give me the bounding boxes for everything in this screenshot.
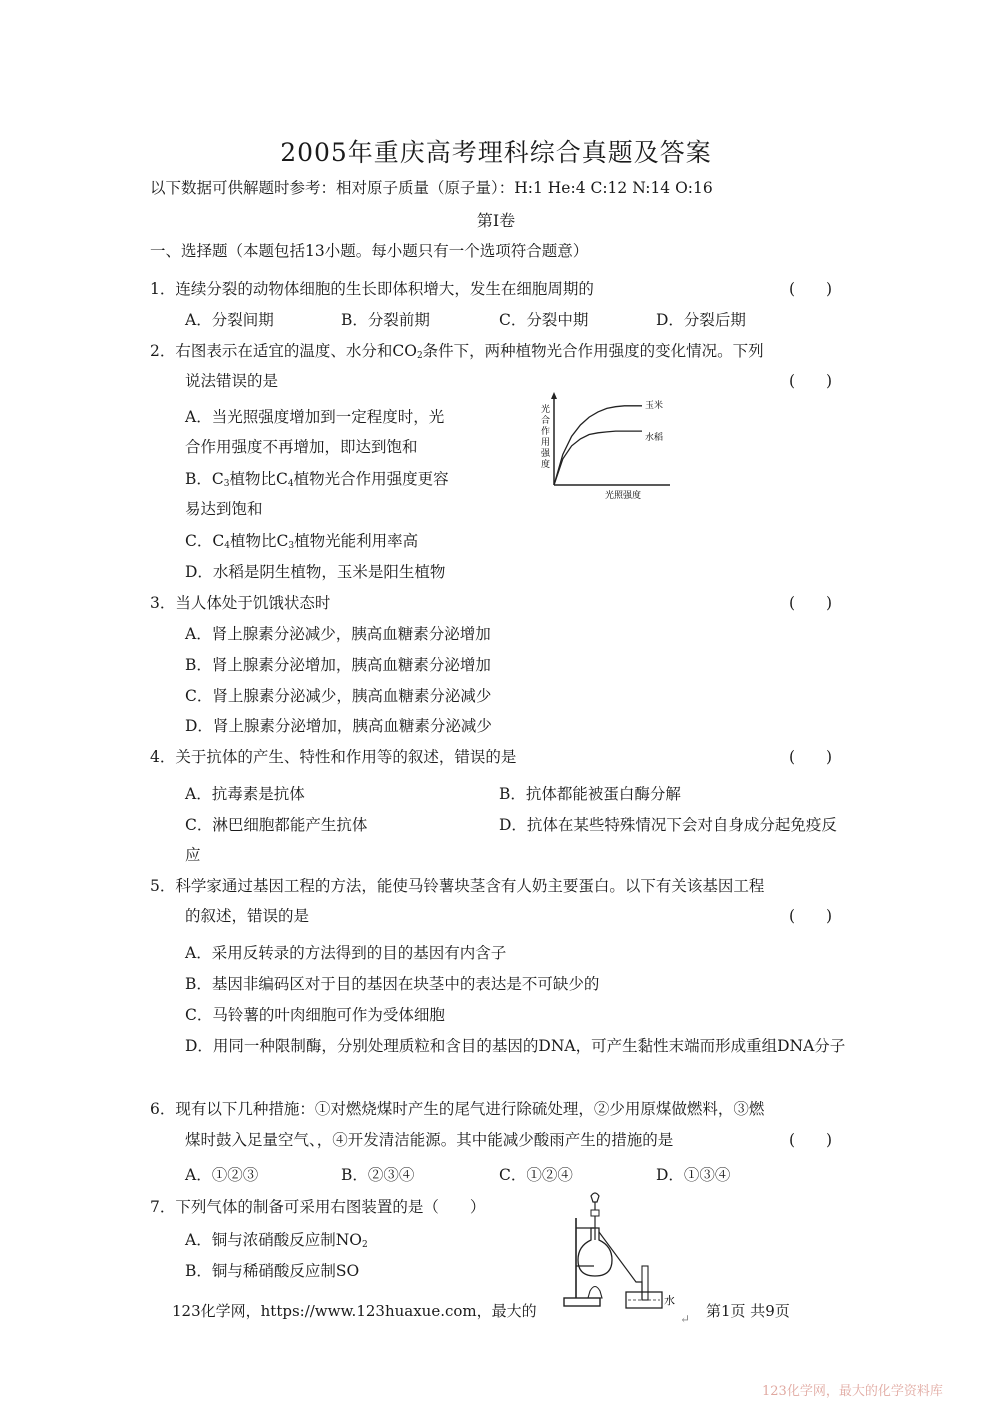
q7-option-a [185, 1228, 368, 1250]
page-number: 第1页 共9页 [706, 1302, 790, 1320]
q4-blank: ( ) [789, 748, 833, 766]
stand-base [564, 1298, 600, 1306]
chart-series-corn [554, 406, 642, 485]
burner-flame [588, 1287, 602, 1299]
chart-series-rice [554, 431, 642, 485]
water-label: 水 [664, 1294, 675, 1307]
q1-option-a: A．分裂间期 [185, 311, 274, 329]
q2-c-sub2: 3 [288, 541, 295, 551]
q6-option-c: C．①②④ [499, 1166, 573, 1184]
q1-option-c: C．分裂中期 [499, 311, 589, 329]
stopcock [591, 1210, 599, 1216]
q2-option-b-line2: 易达到饱和 [185, 500, 263, 518]
q2-b-rest: 植物光合作用强度更容 [293, 470, 449, 488]
q4-option-d: D．抗体在某些特殊情况下会对自身成分起免疫反 [499, 816, 837, 834]
q4-option-c: C．淋巴细胞都能产生抗体 [185, 816, 368, 834]
q2-stem [150, 339, 764, 361]
q7-stem: 7．下列气体的制备可采用右图装置的是（ ） [150, 1198, 486, 1216]
q4-option-d-cont: 应 [185, 846, 201, 864]
q2-b-sub1: 3 [223, 479, 230, 489]
q2-option-b-line1 [185, 467, 449, 489]
collecting-tube [642, 1266, 648, 1300]
q2-c-rest: 植物光能利用率高 [294, 532, 419, 550]
q3-option-c: C．肾上腺素分泌减少，胰高血糖素分泌减少 [185, 687, 492, 705]
q3-option-a: A．肾上腺素分泌减少，胰高血糖素分泌增加 [185, 625, 491, 643]
q2-b-sub2: 4 [287, 479, 294, 489]
q2-stem-part1: 2．右图表示在适宜的温度、水分和CO [150, 342, 417, 360]
watermark: 123化学网，最大的化学资料库 [762, 1384, 943, 1399]
funnel-top [591, 1193, 599, 1202]
chart-xlabel: 光照强度 [605, 491, 642, 501]
q6-blank: ( ) [789, 1131, 833, 1149]
q6-option-a: A．①②③ [185, 1166, 259, 1184]
q7-apparatus [560, 1188, 690, 1314]
q1-stem: 1．连续分裂的动物体细胞的生长即体积增大，发生在细胞周期的 [150, 280, 594, 298]
q6-option-b: B．②③④ [341, 1166, 415, 1184]
q2-option-c [185, 529, 418, 551]
q1-option-b: B．分裂前期 [341, 311, 430, 329]
q2-option-d: D．水稻是阴生植物，玉米是阳生植物 [185, 563, 446, 581]
q2-blank: ( ) [789, 372, 833, 390]
q5-option-a: A．采用反转录的方法得到的目的基因有内含子 [185, 944, 507, 962]
q2-option-a-line2: 合作用强度不再增加，即达到饱和 [185, 438, 418, 456]
delivery-tube [599, 1232, 642, 1300]
chart-legend-rice: 水稻 [645, 433, 664, 443]
q2-c-prefix: C．C [185, 532, 225, 550]
footer-source: 123化学网，https://www.123huaxue.com，最大的 [172, 1302, 537, 1320]
q2-stem-sub: 2 [416, 351, 423, 361]
q2-b-prefix: B．C [185, 470, 224, 488]
q7-a-text: A．铜与浓硝酸反应制NO [185, 1231, 362, 1249]
q6-stem: 6．现有以下几种措施：①对燃烧煤时产生的尾气进行除硫处理，②少用原煤做燃料，③燃 [150, 1100, 765, 1118]
section-text: 一、选择题（本题包括13小题。每小题只有一个选项符合题意） [150, 242, 589, 260]
chart-y-arrow [551, 392, 557, 399]
q4-option-a: A．抗毒素是抗体 [185, 785, 305, 803]
q6-stem-line2: 煤时鼓入足量空气、，④开发清洁能源。其中能减少酸雨产生的措施的是 [185, 1131, 674, 1149]
reference-data: 以下数据可供解题时参考：相对原子质量（原子量）：H:1 He:4 C:12 N:14 O:16 [150, 179, 713, 197]
q7-a-sub: 2 [361, 1240, 368, 1250]
q1-blank: ( ) [789, 280, 833, 298]
q5-option-b: B．基因非编码区对于目的基因在块茎中的表达是不可缺少的 [185, 975, 600, 993]
q4-option-b: B．抗体都能被蛋白酶分解 [499, 785, 681, 803]
q3-option-b: B．肾上腺素分泌增加，胰高血糖素分泌增加 [185, 656, 491, 674]
q2-stem-part2: 条件下，两种植物光合作用强度的变化情况。下列 [422, 342, 764, 360]
q5-blank: ( ) [789, 907, 833, 925]
q2-option-a-line1: A．当光照强度增加到一定程度时，光 [185, 408, 445, 426]
q1-option-d: D．分裂后期 [656, 311, 746, 329]
volume-heading: 第I卷 [476, 211, 516, 230]
q7-option-b: B．铜与稀硝酸反应制SO [185, 1262, 360, 1280]
q5-stem-line2: 的叙述，错误的是 [185, 907, 310, 925]
q2-stem-line2: 说法错误的是 [185, 372, 279, 390]
q5-stem: 5．科学家通过基因工程的方法，能使马铃薯块茎含有人奶主要蛋白。以下有关该基因工程 [150, 877, 765, 895]
q2-chart [530, 390, 690, 505]
return-mark-icon: ↵ [680, 1312, 691, 1326]
page-title: 2005年重庆高考理科综合真题及答案 [280, 138, 712, 167]
q5-option-d: D．用同一种限制酶，分别处理质粒和含目的基因的DNA，可产生黏性末端而形成重组DNA分子 [185, 1037, 846, 1055]
q2-b-mid: 植物比C [229, 470, 288, 488]
q5-option-c: C．马铃薯的叶肉细胞可作为受体细胞 [185, 1006, 445, 1024]
chart-legend-corn: 玉米 [645, 401, 664, 411]
q3-stem: 3．当人体处于饥饿状态时 [150, 594, 331, 612]
q3-option-d: D．肾上腺素分泌增加，胰高血糖素分泌减少 [185, 717, 492, 735]
chart-ylabel: 光合作用强度 [541, 405, 551, 470]
q4-stem: 4．关于抗体的产生、特性和作用等的叙述，错误的是 [150, 748, 517, 766]
section-heading [150, 239, 588, 261]
q2-c-mid: 植物比C [229, 532, 289, 550]
q2-c-sub1: 4 [224, 541, 230, 551]
q3-blank: ( ) [789, 594, 833, 612]
q6-option-d: D．①③④ [656, 1166, 731, 1184]
